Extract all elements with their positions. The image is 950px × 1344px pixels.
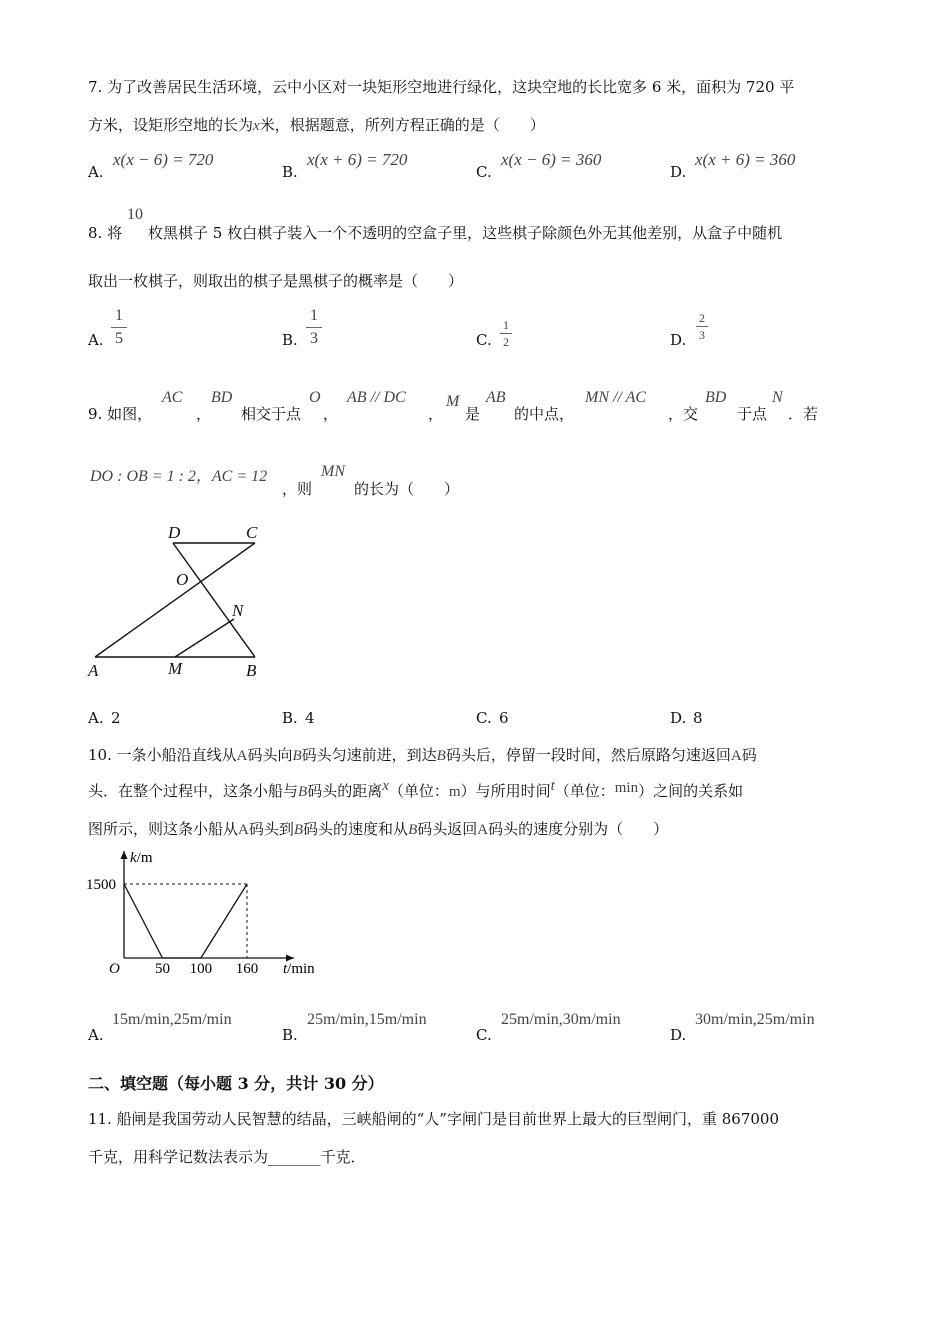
q9-m: M — [446, 393, 460, 410]
q10-line1-d: 码头后，停留一段时间，然后原路匀速返回 — [445, 746, 731, 764]
q9-label-b: B — [246, 661, 257, 678]
q10-series-segment — [201, 884, 247, 958]
q10-option-b[interactable]: 25m/min,15m/min — [307, 1011, 427, 1028]
q9-segment-mn — [175, 619, 234, 657]
q10-x-tick-100: 100 — [189, 961, 213, 977]
q10-line1 — [88, 744, 757, 765]
q10-line3-b: 码头到 — [248, 820, 294, 838]
q8-option-b-label: B. — [282, 331, 298, 349]
q10-x-label-unit: /min — [287, 961, 315, 977]
q10-x: x — [382, 778, 389, 794]
q10-option-a[interactable]: 15m/min,25m/min — [112, 1011, 232, 1028]
q7-line1: 7. 为了改善居民生活环境，云中小区对一块矩形空地进行绿化，这块空地的长比宽多 6 米，面积为 720 平 — [88, 78, 795, 96]
q9-prefix: 9. 如图， — [88, 405, 153, 423]
q11-line1: 11. 船闸是我国劳动人民智慧的结晶，三峡船闸的“人”字闸门是目前世界上最大的巨型闸门，重 867000 — [88, 1110, 779, 1128]
q8-option-c-den: 2 — [503, 335, 509, 349]
q9-bd2: BD — [705, 389, 727, 406]
q9-text2: 是 — [465, 405, 481, 423]
q10-line3-e: 码头的速度分别为（ ） — [488, 820, 669, 838]
q8-option-d-num: 2 — [699, 311, 705, 325]
q7-option-d-label: D. — [670, 163, 687, 181]
q9-bd: BD — [211, 389, 233, 406]
q9-label-c: C — [246, 523, 258, 542]
q10-line2 — [88, 780, 743, 801]
q9-comma3: ， — [428, 405, 444, 423]
q9-ratio: DO : OB = 1 : 2，AC = 12 — [90, 468, 268, 485]
q10-line1-c: 码头匀速前进，到达 — [301, 746, 437, 764]
q9-label-n: N — [232, 601, 244, 620]
q10-x-label-var: t — [283, 961, 288, 977]
q10-unit-min: min — [614, 780, 639, 796]
q10-graph — [80, 845, 330, 980]
q9-ac: AC — [162, 389, 183, 406]
q8-option-c-label: C. — [476, 331, 492, 349]
q10-a2: A — [730, 748, 742, 764]
q10-line2-a: 头．在整个过程中，这条小船与 — [88, 782, 299, 800]
q10-unit-m: m — [448, 784, 461, 800]
q8-option-d-label: D. — [670, 331, 687, 349]
q7-option-b-label: B. — [282, 163, 298, 181]
q10-line2-b: 码头的距离 — [307, 782, 383, 800]
q9-parallel2: MN // AC — [585, 389, 647, 406]
q8-option-d[interactable] — [696, 311, 708, 342]
q10-x-tick-160: 160 — [235, 961, 259, 977]
q10-line2-d: ）与所用时间 — [460, 782, 551, 800]
q10-origin: O — [109, 961, 120, 977]
q9-mn: MN — [321, 463, 345, 480]
q9-o: O — [309, 389, 321, 406]
q7-option-a[interactable]: x(x − 6) = 720 — [113, 150, 214, 169]
q10-y-label-var: k — [130, 850, 137, 866]
q9-option-b[interactable]: 4 — [305, 709, 315, 727]
q9-option-a[interactable]: 2 — [111, 709, 121, 727]
q9-text4: ，交 — [668, 405, 699, 423]
q8-option-a-num: 1 — [115, 307, 123, 324]
q10-option-d[interactable]: 30m/min,25m/min — [695, 1011, 815, 1028]
q10-y-tick-1500: 1500 — [86, 877, 116, 893]
q8-option-a-label: A. — [88, 331, 104, 349]
q11-line2-a: 千克，用科学记数法表示为 — [88, 1148, 269, 1166]
q7-option-b[interactable]: x(x + 6) = 720 — [307, 150, 408, 169]
q9-figure — [80, 518, 280, 678]
q11-answer-blank[interactable]: _______ — [268, 1148, 321, 1166]
q9-parallel1: AB // DC — [347, 389, 406, 406]
q7-option-c[interactable]: x(x − 6) = 360 — [501, 150, 602, 169]
q10-option-a-label: A. — [88, 1026, 104, 1044]
q10-y-label-unit: /m — [136, 850, 153, 866]
q10-b4: B — [293, 822, 304, 838]
q10-y-label — [130, 850, 153, 866]
q7-line2-text-b: 米，根据题意，所列方程正确的是（ ） — [259, 116, 545, 134]
q10-line1-e: 码 — [741, 746, 757, 764]
q10-t: t — [550, 778, 555, 794]
q10-line2-e: （单位： — [554, 782, 615, 800]
q9-segment-db — [173, 543, 255, 657]
q10-line3-d: 码头返回 — [417, 820, 478, 838]
q10-b2: B — [436, 748, 446, 764]
q8-line1-prefix: 8. 将 — [88, 224, 123, 242]
q9-option-d-label: D. — [670, 709, 687, 727]
q10-line2-f: ）之间的关系如 — [638, 782, 744, 800]
q9-label-d: D — [168, 523, 181, 542]
q9-text3: 的中点， — [514, 405, 575, 423]
q9-n: N — [772, 389, 783, 406]
q10-x-label — [283, 961, 315, 977]
q10-a1: A — [236, 748, 248, 764]
q7-option-a-label: A. — [88, 163, 104, 181]
q10-x-tick-50: 50 — [154, 961, 170, 977]
q9-ab: AB — [486, 389, 506, 406]
q8-option-c-num: 1 — [503, 318, 509, 332]
q9-option-c-label: C. — [476, 709, 492, 727]
q7-line2 — [88, 114, 545, 135]
section2-title: 二、填空题（每小题 3 分，共计 30 分） — [88, 1074, 384, 1093]
q8-option-a-den: 5 — [115, 330, 123, 347]
q9-text1: 相交于点 — [241, 405, 302, 423]
q10-line3-a: 图所示，则这条小船从 — [88, 820, 239, 838]
q9-text8: 的长为（ ） — [354, 480, 460, 498]
q9-label-a: A — [88, 661, 99, 678]
q10-a4: A — [477, 822, 489, 838]
q8-option-a[interactable] — [111, 306, 127, 349]
q10-b3: B — [298, 784, 308, 800]
q10-b5: B — [408, 822, 418, 838]
q10-line2-c: （单位： — [388, 782, 449, 800]
q8-option-b-num: 1 — [310, 307, 318, 324]
q9-text5: 于点 — [737, 405, 768, 423]
q9-comma1: ， — [196, 405, 212, 423]
q9-option-d[interactable]: 8 — [693, 709, 703, 727]
q8-number-ten: 10 — [127, 206, 143, 223]
q9-option-a-label: A. — [88, 709, 104, 727]
q9-label-o: O — [176, 570, 189, 589]
q8-line2: 取出一枚棋子，则取出的棋子是黑棋子的概率是（ ） — [88, 272, 464, 290]
q8-option-d-den: 3 — [699, 328, 705, 342]
q10-line1-a: 10. 一条小船沿直线从 — [88, 746, 237, 764]
q9-option-b-label: B. — [282, 709, 298, 727]
q10-option-c-label: C. — [476, 1026, 492, 1044]
q8-option-b-den: 3 — [310, 330, 318, 347]
q7-line2-text: 方米，设矩形空地的长为 — [88, 116, 254, 134]
q8-option-b[interactable] — [306, 306, 322, 349]
q9-option-c[interactable]: 6 — [499, 709, 509, 727]
q10-b1: B — [292, 748, 302, 764]
q10-option-d-label: D. — [670, 1026, 687, 1044]
q11-line2 — [88, 1146, 366, 1167]
q7-option-c-label: C. — [476, 163, 492, 181]
q9-comma2: ， — [323, 405, 339, 423]
q10-line3 — [88, 818, 668, 839]
q9-segment-ca — [95, 543, 255, 657]
q9-text7: ，则 — [282, 480, 313, 498]
q10-a3: A — [238, 822, 249, 838]
q8-option-c[interactable] — [500, 318, 512, 349]
q10-option-c[interactable]: 25m/min,30m/min — [501, 1011, 621, 1028]
q9-text6: ．若 — [788, 405, 819, 423]
q8-line1: 枚黑棋子 5 枚白棋子装入一个不透明的空盒子里，这些棋子除颜色外无其他差别，从盒子中随机 — [148, 224, 783, 242]
q11-line2-b: 千克． — [320, 1148, 366, 1166]
q10-line1-b: 码头向 — [247, 746, 293, 764]
q9-label-m: M — [168, 659, 183, 678]
q7-option-d[interactable]: x(x + 6) = 360 — [695, 150, 796, 169]
q10-option-b-label: B. — [282, 1026, 298, 1044]
q10-line3-c: 码头的速度和从 — [303, 820, 409, 838]
q10-series-segment — [124, 884, 162, 958]
q7-var-x: x — [253, 118, 260, 134]
